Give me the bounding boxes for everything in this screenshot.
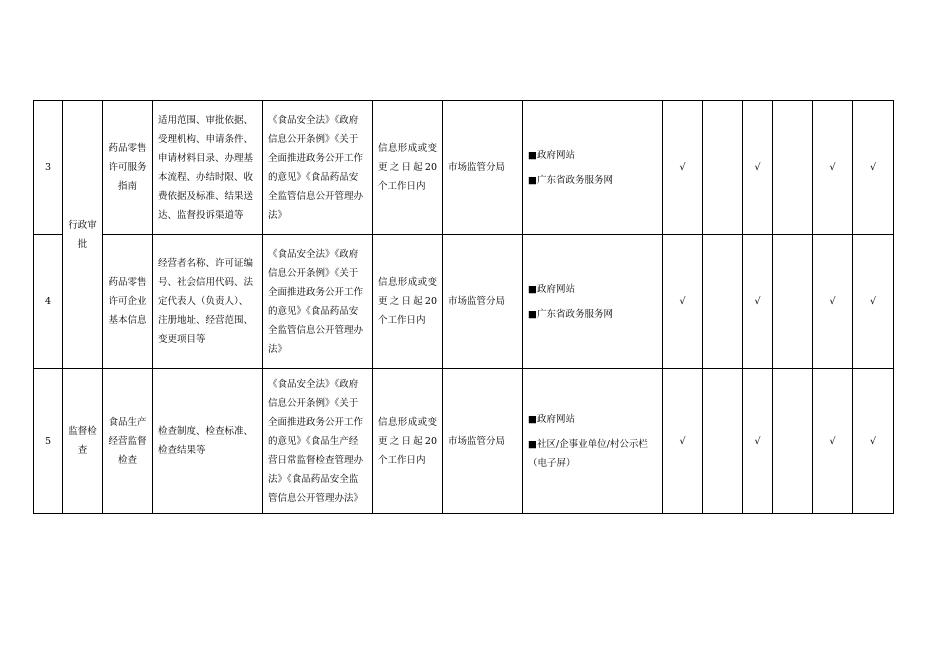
category-cell: 行政审批 <box>63 101 103 369</box>
check-cell: √ <box>813 101 853 235</box>
content-cell: 经营者名称、许可证编号、社会信用代码、法定代表人（负责人）、注册地址、经营范围、变更项目等 <box>153 235 263 369</box>
table-row <box>34 369 894 514</box>
basis-cell: 《食品安全法》《政府信息公开条例》《关于全面推进政务公开工作的意见》《食品生产经营日常监督检查管理办法》《食品药品安全监管信息公开管理办法》 <box>263 369 373 514</box>
content-cell: 检查制度、检查标准、检查结果等 <box>153 369 263 514</box>
basis-cell: 《食品安全法》《政府信息公开条例》《关于全面推进政务公开工作的意见》《食品药品安全监管信息公开管理办法》 <box>263 235 373 369</box>
check-cell: √ <box>663 101 703 235</box>
department-cell: 市场监管分局 <box>443 101 523 235</box>
channel-cell <box>523 101 663 235</box>
table-row <box>34 235 894 369</box>
check-cell <box>703 101 743 235</box>
item-name: 药品零售许可企业基本信息 <box>103 235 153 369</box>
check-cell: √ <box>853 369 894 514</box>
item-name: 食品生产经营监督检查 <box>103 369 153 514</box>
check-cell <box>773 369 813 514</box>
check-cell <box>773 235 813 369</box>
item-name: 药品零售许可服务指南 <box>103 101 153 235</box>
check-cell: √ <box>853 235 894 369</box>
check-cell: √ <box>743 369 773 514</box>
table-row <box>34 101 894 235</box>
check-cell: √ <box>663 235 703 369</box>
basis-cell: 《食品安全法》《政府信息公开条例》《关于全面推进政务公开工作的意见》《食品药品安全监管信息公开管理办法》 <box>263 101 373 235</box>
channel-item: ■广东省政务服务网 <box>528 174 613 186</box>
row-number: 3 <box>34 101 63 235</box>
check-cell <box>703 235 743 369</box>
content-cell: 适用范围、审批依据、受理机构、申请条件、申请材料目录、办理基本流程、办结时限、收费依据及标准、结果送达、监督投诉渠道等 <box>153 101 263 235</box>
disclosure-table <box>33 100 894 514</box>
channel-item: ■广东省政务服务网 <box>528 308 613 320</box>
category-cell: 监督检查 <box>63 369 103 514</box>
channel-item: ■社区/企事业单位/村公示栏（电子屏） <box>528 438 648 469</box>
timing-cell: 信息形成或变更之日起20个工作日内 <box>373 235 443 369</box>
row-number: 4 <box>34 235 63 369</box>
check-cell: √ <box>743 235 773 369</box>
timing-cell: 信息形成或变更之日起20个工作日内 <box>373 101 443 235</box>
department-cell: 市场监管分局 <box>443 369 523 514</box>
channel-cell <box>523 369 663 514</box>
check-cell: √ <box>813 235 853 369</box>
check-cell: √ <box>813 369 853 514</box>
check-cell <box>773 101 813 235</box>
department-cell: 市场监管分局 <box>443 235 523 369</box>
check-cell: √ <box>743 101 773 235</box>
row-number: 5 <box>34 369 63 514</box>
check-cell <box>703 369 743 514</box>
channel-item: ■政府网站 <box>528 283 575 295</box>
channel-cell <box>523 235 663 369</box>
channel-item: ■政府网站 <box>528 149 575 161</box>
channel-item: ■政府网站 <box>528 413 575 425</box>
check-cell: √ <box>663 369 703 514</box>
check-cell: √ <box>853 101 894 235</box>
timing-cell: 信息形成或变更之日起20个工作日内 <box>373 369 443 514</box>
